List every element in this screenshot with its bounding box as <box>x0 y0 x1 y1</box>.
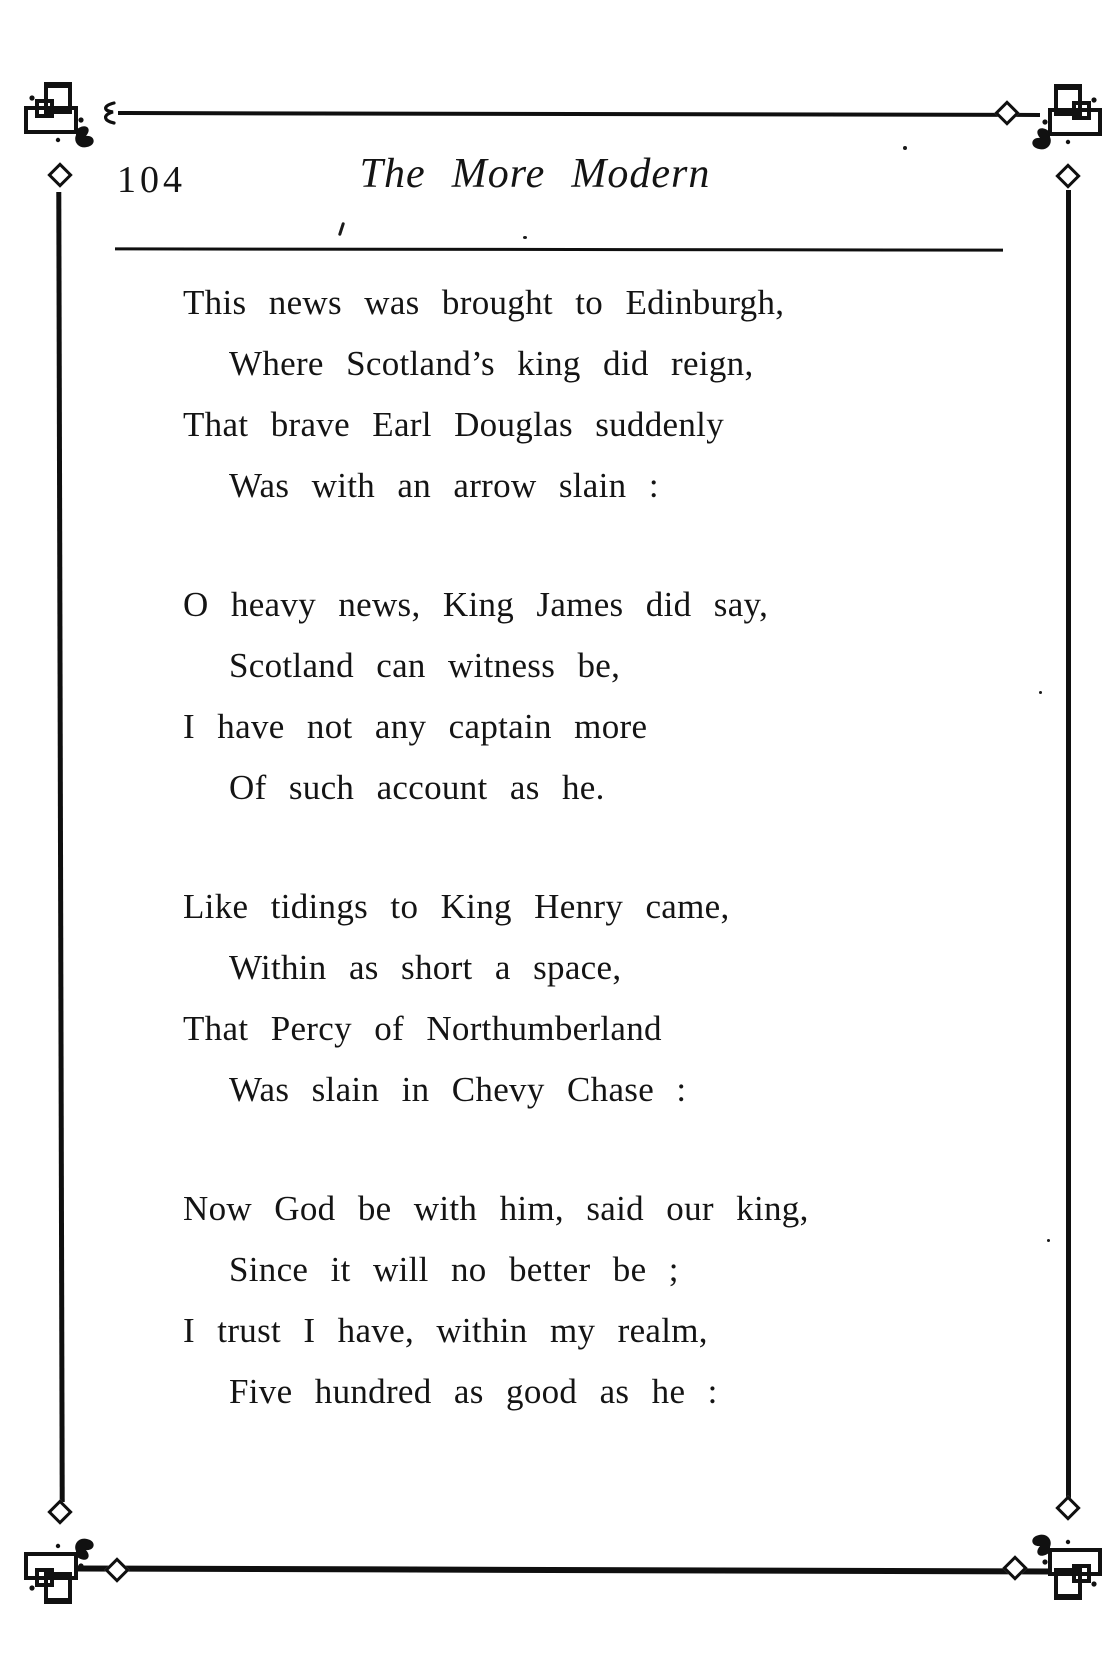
poem-line: That brave Earl Douglas suddenly <box>183 405 724 444</box>
poem-line: This news was brought to Edinburgh, <box>183 283 785 322</box>
poem-line: I have not any captain more <box>183 707 648 746</box>
border-rule-right <box>1066 190 1071 1498</box>
scan-speck <box>1047 1239 1050 1242</box>
poem-line: Where Scotland’s king did reign, <box>229 344 754 383</box>
scan-speck <box>903 146 907 150</box>
poem-line: Was slain in Chevy Chase : <box>229 1070 687 1109</box>
running-header: The More Modern <box>359 151 711 197</box>
scan-speck <box>1039 691 1042 694</box>
poem-line: I trust I have, within my realm, <box>183 1311 708 1350</box>
diamond-accent-icon <box>47 162 72 187</box>
scan-speck <box>338 222 345 236</box>
printers-cross-ornament-icon <box>20 1528 100 1608</box>
page-number: 104 <box>117 159 186 201</box>
border-rule-bottom <box>75 1565 1052 1574</box>
poem-line: That Percy of Northumberland <box>183 1009 662 1048</box>
diamond-accent-icon <box>994 100 1019 125</box>
printers-cross-ornament-icon <box>1026 1524 1106 1604</box>
poem-line: Now God be with him, said our king, <box>183 1189 809 1228</box>
border-rule-left <box>56 192 64 1502</box>
stanza <box>183 1178 809 1422</box>
diamond-accent-icon <box>47 1499 72 1524</box>
scan-speck <box>523 236 527 239</box>
diamond-accent-icon <box>104 1557 129 1582</box>
poem-line: Five hundred as good as he : <box>229 1372 718 1411</box>
border-rule-top <box>118 111 1040 117</box>
poem-line: Of such account as he. <box>229 768 605 807</box>
poem-body <box>183 272 809 1480</box>
poem-line: Since it will no better be ; <box>229 1250 679 1289</box>
poem-line: Like tidings to King Henry came, <box>183 887 730 926</box>
stanza <box>183 574 809 818</box>
printers-cross-ornament-icon <box>20 78 100 158</box>
diamond-accent-icon <box>1002 1555 1027 1580</box>
poem-line: Scotland can witness be, <box>229 646 621 685</box>
poem-line: O heavy news, King James did say, <box>183 585 769 624</box>
poem-line: Was with an arrow slain : <box>229 466 659 505</box>
stanza <box>183 876 809 1120</box>
poem-line: Within as short a space, <box>229 948 622 987</box>
diamond-accent-icon <box>1055 163 1080 188</box>
printers-cross-ornament-icon <box>1026 80 1106 160</box>
header-rule <box>115 247 1003 251</box>
stanza <box>183 272 809 516</box>
diamond-accent-icon <box>1055 1495 1080 1520</box>
